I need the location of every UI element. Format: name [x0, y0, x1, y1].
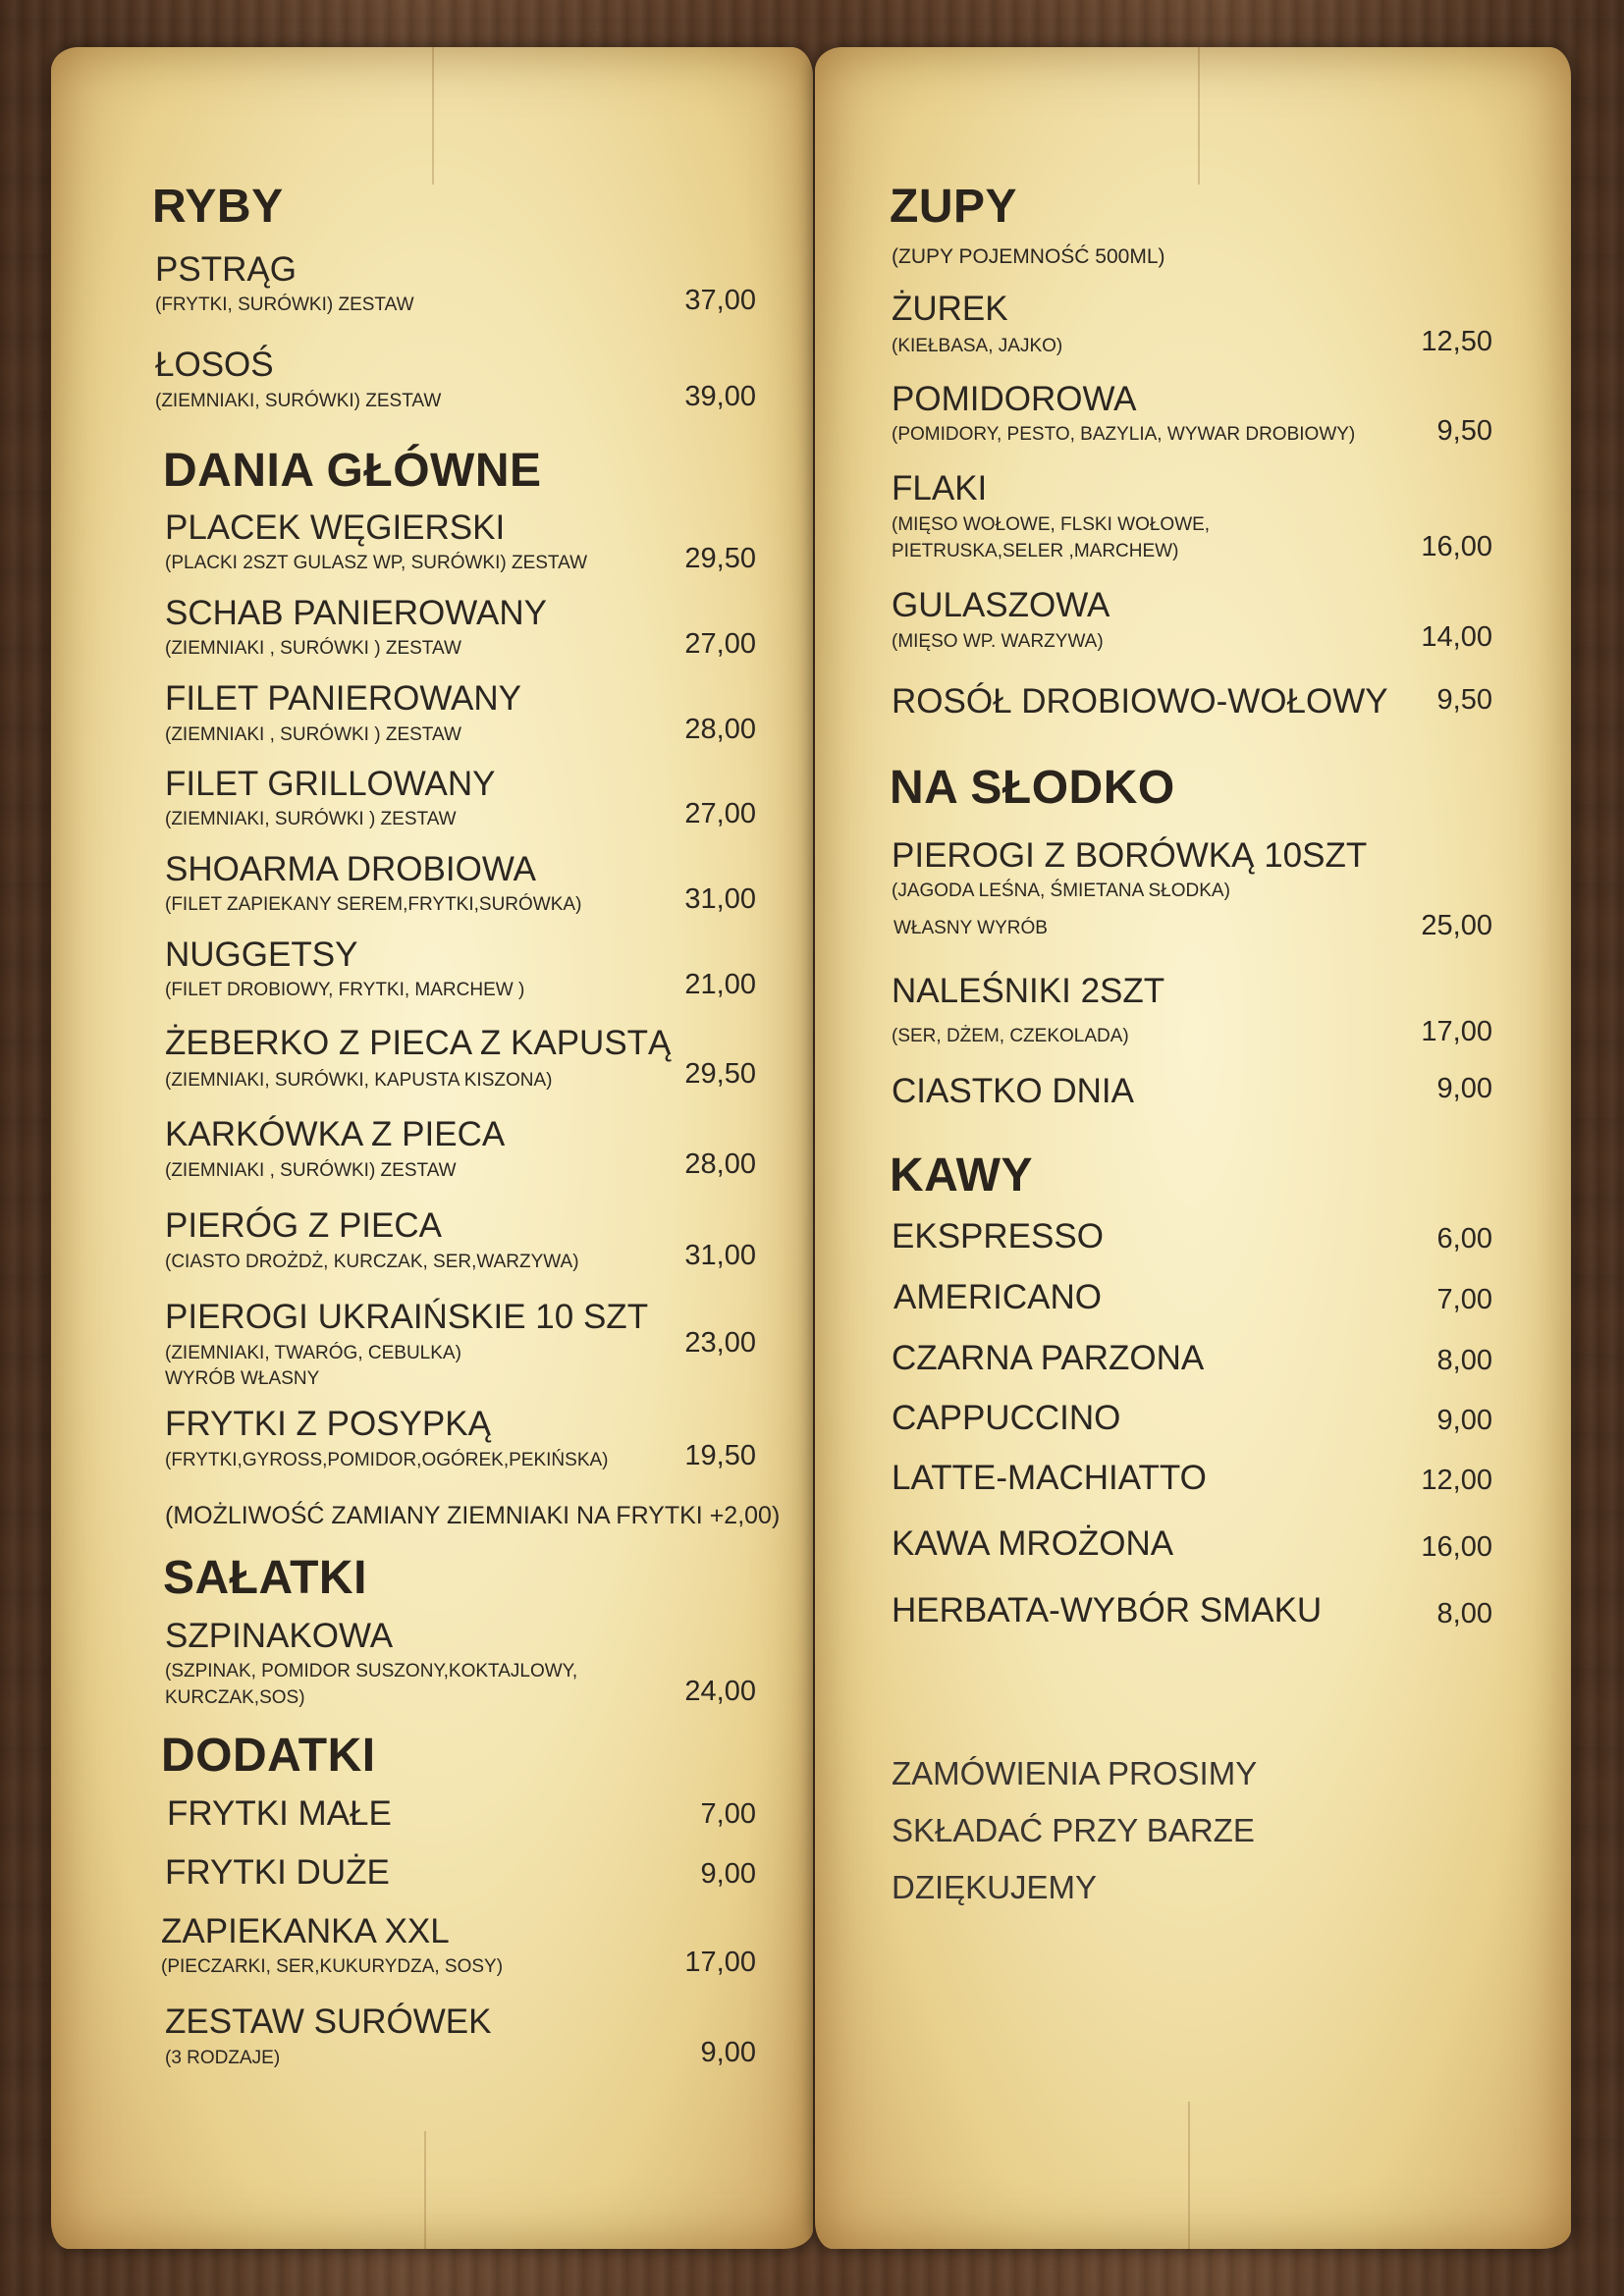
- item-name: CIASTKO DNIA: [892, 1072, 1134, 1110]
- item-desc: (ZIEMNIAKI, SURÓWKI) ZESTAW: [155, 391, 442, 411]
- item-name: SZPINAKOWA: [165, 1617, 394, 1655]
- item-desc: (FILET ZAPIEKANY SEREM,FRYTKI,SURÓWKA): [165, 894, 582, 915]
- item-desc: (FRYTKI,GYROSS,POMIDOR,OGÓREK,PEKIŃSKA): [165, 1450, 609, 1470]
- item-name: FRYTKI MAŁE: [167, 1794, 392, 1833]
- item-name: SHOARMA DROBIOWA: [165, 850, 536, 888]
- section-subheading: (ZUPY POJEMNOŚĆ 500ML): [892, 245, 1165, 268]
- item-name: KARKÓWKA Z PIECA: [165, 1115, 506, 1153]
- item-desc: (ZIEMNIAKI , SURÓWKI ) ZESTAW: [165, 638, 461, 659]
- substitution-note: (MOŻLIWOŚĆ ZAMIANY ZIEMNIAKI NA FRYTKI +2,00): [165, 1502, 781, 1529]
- section-heading: SAŁATKI: [163, 1552, 367, 1604]
- item-price: 7,00: [700, 1798, 756, 1830]
- item-price: 37,00: [684, 285, 756, 316]
- item-desc: (ZIEMNIAKI, SURÓWKI ) ZESTAW: [165, 809, 457, 829]
- item-desc: (ZIEMNIAKI , SURÓWKI ) ZESTAW: [165, 724, 461, 745]
- item-desc: (SZPINAK, POMIDOR SUSZONY,KOKTAJLOWY,: [165, 1661, 578, 1682]
- paper-crease: [424, 2131, 426, 2249]
- item-desc-line2: KURCZAK,SOS): [165, 1687, 305, 1708]
- item-price: 28,00: [684, 714, 756, 745]
- section-heading: ZUPY: [890, 181, 1018, 233]
- item-desc: (CIASTO DROŻDŻ, KURCZAK, SER,WARZYWA): [165, 1252, 579, 1272]
- section-heading: DANIA GŁÓWNE: [163, 445, 542, 497]
- item-price: 9,50: [1436, 415, 1492, 447]
- item-name: FILET PANIEROWANY: [165, 679, 522, 718]
- footer-line: ZAMÓWIENIA PROSIMY: [892, 1755, 1258, 1791]
- paper-crease: [1188, 2102, 1190, 2249]
- item-price: 8,00: [1436, 1345, 1492, 1376]
- item-desc: (JAGODA LEŚNA, ŚMIETANA SŁODKA): [892, 881, 1230, 901]
- item-desc: (PLACKI 2SZT GULASZ WP, SURÓWKI) ZESTAW: [165, 553, 588, 573]
- item-name: NALEŚNIKI 2SZT: [892, 972, 1165, 1010]
- item-desc: (KIEŁBASA, JAJKO): [892, 336, 1063, 356]
- section-heading: NA SŁODKO: [890, 762, 1175, 814]
- item-desc: (3 RODZAJE): [165, 2048, 281, 2068]
- section-heading: DODATKI: [161, 1730, 376, 1782]
- item-price: 27,00: [684, 628, 756, 660]
- item-price: 27,00: [684, 798, 756, 829]
- item-price: 39,00: [684, 381, 756, 412]
- section-heading: KAWY: [890, 1149, 1033, 1201]
- item-name: CZARNA PARZONA: [892, 1339, 1205, 1377]
- item-desc: (ZIEMNIAKI , SURÓWKI) ZESTAW: [165, 1160, 457, 1181]
- item-price: 12,50: [1421, 326, 1492, 357]
- item-name: FLAKI: [892, 469, 988, 507]
- paper-crease: [432, 47, 434, 185]
- item-price: 9,00: [1436, 1405, 1492, 1436]
- section-heading: RYBY: [152, 181, 284, 233]
- item-name: ZESTAW SURÓWEK: [165, 2002, 492, 2041]
- item-desc: (MIĘSO WOŁOWE, FLSKI WOŁOWE,: [892, 514, 1211, 535]
- item-price: 9,00: [700, 1858, 756, 1890]
- item-price: 7,00: [1436, 1284, 1492, 1315]
- item-desc: (FILET DROBIOWY, FRYTKI, MARCHEW ): [165, 980, 525, 1000]
- item-name: AMERICANO: [893, 1278, 1102, 1316]
- item-price: 9,00: [1436, 1073, 1492, 1104]
- item-desc-line2: WYRÓB WŁASNY: [165, 1368, 320, 1389]
- paper-crease: [1198, 47, 1200, 185]
- item-name: FILET GRILLOWANY: [165, 765, 496, 803]
- item-name: PSTRĄG: [155, 250, 297, 289]
- item-name: EKSPRESSO: [892, 1217, 1104, 1255]
- item-desc: (PIECZARKI, SER,KUKURYDZA, SOSY): [161, 1956, 504, 1977]
- item-name: LATTE-MACHIATTO: [892, 1459, 1207, 1497]
- item-name: PIEROGI UKRAIŃSKIE 10 SZT: [165, 1298, 649, 1336]
- item-price: 17,00: [1421, 1016, 1492, 1047]
- item-price: 17,00: [684, 1947, 756, 1978]
- item-price: 9,50: [1436, 684, 1492, 716]
- item-price: 31,00: [684, 883, 756, 915]
- item-desc: (ZIEMNIAKI, SURÓWKI, KAPUSTA KISZONA): [165, 1070, 553, 1091]
- item-name: FRYTKI Z POSYPKĄ: [165, 1405, 491, 1443]
- item-price: 14,00: [1421, 621, 1492, 653]
- item-price: 6,00: [1436, 1223, 1492, 1255]
- item-desc: (SER, DŻEM, CZEKOLADA): [892, 1026, 1129, 1046]
- item-name: ROSÓŁ DROBIOWO-WOŁOWY: [892, 682, 1388, 721]
- footer-line: SKŁADAĆ PRZY BARZE: [892, 1812, 1255, 1848]
- item-name: GULASZOWA: [892, 586, 1110, 624]
- item-price: 24,00: [684, 1676, 756, 1707]
- item-name: NUGGETSY: [165, 935, 358, 974]
- item-name: PIERÓG Z PIECA: [165, 1206, 442, 1245]
- item-name: ŁOSOŚ: [155, 346, 274, 384]
- item-name: PIEROGI Z BORÓWKĄ 10SZT: [892, 836, 1368, 875]
- item-name: ZAPIEKANKA XXL: [161, 1912, 450, 1950]
- item-price: 16,00: [1421, 1531, 1492, 1563]
- item-name: SCHAB PANIEROWANY: [165, 594, 547, 632]
- item-price: 19,50: [684, 1440, 756, 1471]
- item-desc: (FRYTKI, SURÓWKI) ZESTAW: [155, 294, 414, 315]
- item-desc: (MIĘSO WP. WARZYWA): [892, 631, 1104, 652]
- item-name: ŻUREK: [892, 290, 1008, 328]
- item-price: 8,00: [1436, 1598, 1492, 1629]
- item-name: ŻEBERKO Z PIECA Z KAPUSTĄ: [165, 1024, 672, 1062]
- item-desc-line2: WŁASNY WYRÓB: [893, 918, 1048, 938]
- item-desc: (POMIDORY, PESTO, BAZYLIA, WYWAR DROBIOWY): [892, 424, 1356, 445]
- item-price: 12,00: [1421, 1465, 1492, 1496]
- item-price: 21,00: [684, 969, 756, 1000]
- item-desc: (ZIEMNIAKI, TWARÓG, CEBULKA): [165, 1343, 461, 1363]
- item-price: 28,00: [684, 1148, 756, 1180]
- item-name: HERBATA-WYBÓR SMAKU: [892, 1591, 1323, 1629]
- item-price: 25,00: [1421, 910, 1492, 941]
- footer-line: DZIĘKUJEMY: [892, 1869, 1098, 1905]
- item-name: POMIDOROWA: [892, 380, 1137, 418]
- item-name: CAPPUCCINO: [892, 1399, 1121, 1437]
- item-price: 16,00: [1421, 531, 1492, 562]
- item-desc-line2: PIETRUSKA,SELER ,MARCHEW): [892, 541, 1179, 561]
- item-name: KAWA MROŻONA: [892, 1524, 1174, 1563]
- item-price: 29,50: [684, 543, 756, 574]
- item-price: 31,00: [684, 1240, 756, 1271]
- item-name: PLACEK WĘGIERSKI: [165, 508, 506, 547]
- item-price: 23,00: [684, 1327, 756, 1359]
- item-price: 9,00: [700, 2037, 756, 2068]
- item-name: FRYTKI DUŻE: [165, 1853, 390, 1892]
- item-price: 29,50: [684, 1058, 756, 1090]
